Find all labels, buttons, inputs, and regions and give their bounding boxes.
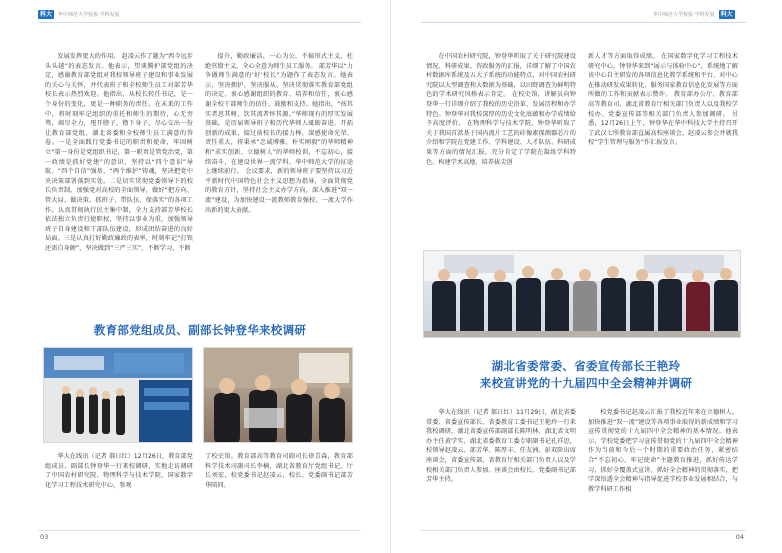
header-divider xyxy=(421,22,746,23)
right-page-header xyxy=(653,8,735,20)
group-photo xyxy=(423,250,741,338)
paragraph: 发展发挥更大的作用。 赵凌云作了题为“西今远步头头越”的表态发言。他表示，望谈腾护部党组的决定，感谢教育部党组对我校领导班子建设和事业发展的关心与关怀，并代表班子和全校师生员工对部芳华校长表示热烈欢迎。他指出，从校长转任书记，是一个身份的变化，更是一种职务的责任。在未来的工作中，将时刻牢记组织的重托和师生的期待，心无旁骛，竭尽全力，甩开膀子，撸下身子，尽心交出一份让教育部党组、湖北省委和全校师生员工满意的答卷。一是全面践行党委书记的职责和使命，牢固树立“第一身份是党组织书记，第一职责是管党治党，第一政绩是抓好党建”的意识，坚持以“四个意识”导航、“四个自信”强基、“两个维护”铸魂，坚决把党中央决策部署落到实处。二是切实贯彻党委领导下的校长负责制，加强党对高校的全面领导，做好“把方向、管大局、做决策、抓班子、带队伍、保落实”的各项工作。认真贯彻执行民主集中制，全力支持部芳华校长依法独立负责行使职权，坚持以事业为重，加强领导班子自身建设和干部队伍建设，形成团结奋进的良好局面。三是认真打好勤政廉政的表率，时刻牢记“打铁还需自身硬”，坚决做到“三严三实”，不断学习、不断 xyxy=(45,53,193,252)
group-photo-graphic xyxy=(424,251,741,338)
photo-visit-lab-graphic xyxy=(204,348,353,443)
article-headline-right xyxy=(421,358,751,392)
right-column-1 xyxy=(426,52,576,244)
magazine-logo: 科大 xyxy=(39,10,52,18)
left-column-2 xyxy=(205,52,353,302)
paragraph: 校党委书记赵凌云汇报了我校近年来在立德树人、加快推进“双一流”建设等各项事业取得的新成绩和学习宣传贯彻党的十九届四中全会精神的基本情况。他表示，学校党委把学习宣传贯彻党的十九届四中全会精神作为当前和今后一个时期的重要政治任务，紧密结合“不忘初心、牢记使命”主题教育推进，抓好传达学习，抓好全覆盖式宣讲，抓好全会精神的贯彻落实，把学深悟透全会精神与指导促进学校事业发展相结合，与教学科研工作相 xyxy=(588,409,738,493)
right-page xyxy=(391,0,782,553)
paragraph: 华大在线讯（记者 郝日红）11月29日，湖北省委常委、省委宣传部长、省委教育工委书记王艳玲一行来我校调研，湖北省委宣传部副部长陈明林、湖北省文明办主任黄学实、湖北省委教育工委专职副书记孔祥思，校领导赵凌云、部芳华、陈厚丰、任友洲、彭双阶出席座谈会，省委宣传部、省教育厅相关部门负责人以及学校相关部门负责人参加。座谈会由校长、党委副书记部芳华主持。 xyxy=(426,409,576,484)
paragraph: 在中国农村研究院，钟登华听取了关于研究院建设情况、科研成果、咨政服务的汇报，详细了解了中国农村数据库系统及五大子系统的功能特点，对中国农村研究院以大型调查和大数据为基础，以田野调查为鲜明特色的学术研究风格表示肯定。 在校史馆，讲解员向钟登华一行详细介绍了我校的历史沿革、发展历程和办学特色。钟登华对我校深厚的历史文化底蕴和办学成绩给予高度评价。 在物理科学与技术学院，钟登华听取了关于我国首款基于国内流片工艺的硅像素探测器芯片的介绍和学院在党建工作、学科建设、人才队伍、科研成果等方面的情况汇报，充分肯定了学院在凝练学科特色、构建学术高地、培养拔尖创 xyxy=(426,53,576,166)
headline-line-1: 湖北省委常委、省委宣传部长王艳玲 xyxy=(491,359,681,373)
footer-divider xyxy=(38,530,361,531)
photo-visit-corridor xyxy=(43,347,193,443)
left-column-1 xyxy=(45,52,193,302)
header-title: 华中师范大学校报·学科发展 xyxy=(653,11,715,18)
header-divider xyxy=(38,22,361,23)
magazine-logo: 科大 xyxy=(720,10,733,18)
right-article-column-1 xyxy=(426,408,576,518)
left-article-column-1 xyxy=(45,452,193,518)
page-number-left: 03 xyxy=(40,533,49,541)
page-number-right: 04 xyxy=(735,533,744,541)
right-column-2 xyxy=(588,52,738,244)
paragraph: 了校史馆。教育部高等教育司副司长徐青森，教育部科学技术司副司长李楠，湖北省教育厅党组书记、厅长刘宏，校党委书记赵凌云，校长、党委副书记部芳华陪同。 xyxy=(205,453,353,489)
left-page-header xyxy=(38,8,120,20)
paragraph: 提升，勤政廉洁，一心为公，不搞形式主义、杜绝官僚主义，全心全意为师生员工服务。 部芳华以“力争做师生满意的‘好’校长”为题作了表态发言。她表示，坚决拥护、坚决服从、坚决贯彻落实教育部党组的决定。衷心感谢组织的教育、培养和信任，衷心感谢全校干部师生的信任、鼓励和支持。她指出，“孩其实者思其树，饮其流者怀其源。”华师现有的厚实发展基础，是历届领导班子和历代华师人砥砺奋进、开拓创新的成果，接过前校长的接力棒，深感使命光荣、责任重大，将秉承“忠诚博雅、朴实刚毅”的华师精神和“求实创新、立德树人”的华师校训，不忘初心，接续奋斗，在建设世界一流学科、华中师范大学的征途上继续前行。 会议要求，新的领导班子要坚持以习近平新时代中国特色社会主义思想为指导，全面贯彻党的教育方针，坚持社会主义办学方向，深入推进“双一流”建设，为加快建设一流教师教育强校、一流大学作出新的更大贡献。 xyxy=(205,53,353,214)
photo-visit-lab xyxy=(203,347,353,443)
article-headline-left: 教育部党组成员、副部长钟登华来校调研 xyxy=(93,323,307,337)
left-article-column-2 xyxy=(205,452,353,518)
right-article-column-2 xyxy=(588,408,738,518)
paragraph: 华大在线讯（记者 郝日红）12月26日，教育部党组成员、副部长钟登华一行来校调研，实地走访调研了中国农村研究院、物理科学与技术学院，国家数字化学习工程技术研究中心，参观 xyxy=(45,453,193,489)
footer-divider xyxy=(421,530,746,531)
header-title: 华中师范大学校报·学科发展 xyxy=(58,11,120,18)
headline-line-2: 来校宣讲党的十九届四中全会精神并调研 xyxy=(479,376,693,390)
paragraph: 新人才等方面取得成绩。 在国家数字化学习工程技术研究中心，钟登华来到“展示与体验中心”，系统地了解该中心自主研发的各项信息化教学系统和平台，对中心在推动研发成果转化、服务国家教育信息化发展等方面所做的工作和贡献表示赞许。 教育部办公厅、教育部高等教育司、湖北省教育厅相关部门负责人以及我校学校办、党委宣传部等相关部门负责人参加调研。 另悉，12月26日上午，钟登华在华中科技大学主持召开了武汉七所教育部直属高校座谈会。赵凌云参会并就我校“学生管理与服务”作汇报发言。 xyxy=(588,53,738,147)
photo-visit-corridor-graphic xyxy=(44,348,193,443)
